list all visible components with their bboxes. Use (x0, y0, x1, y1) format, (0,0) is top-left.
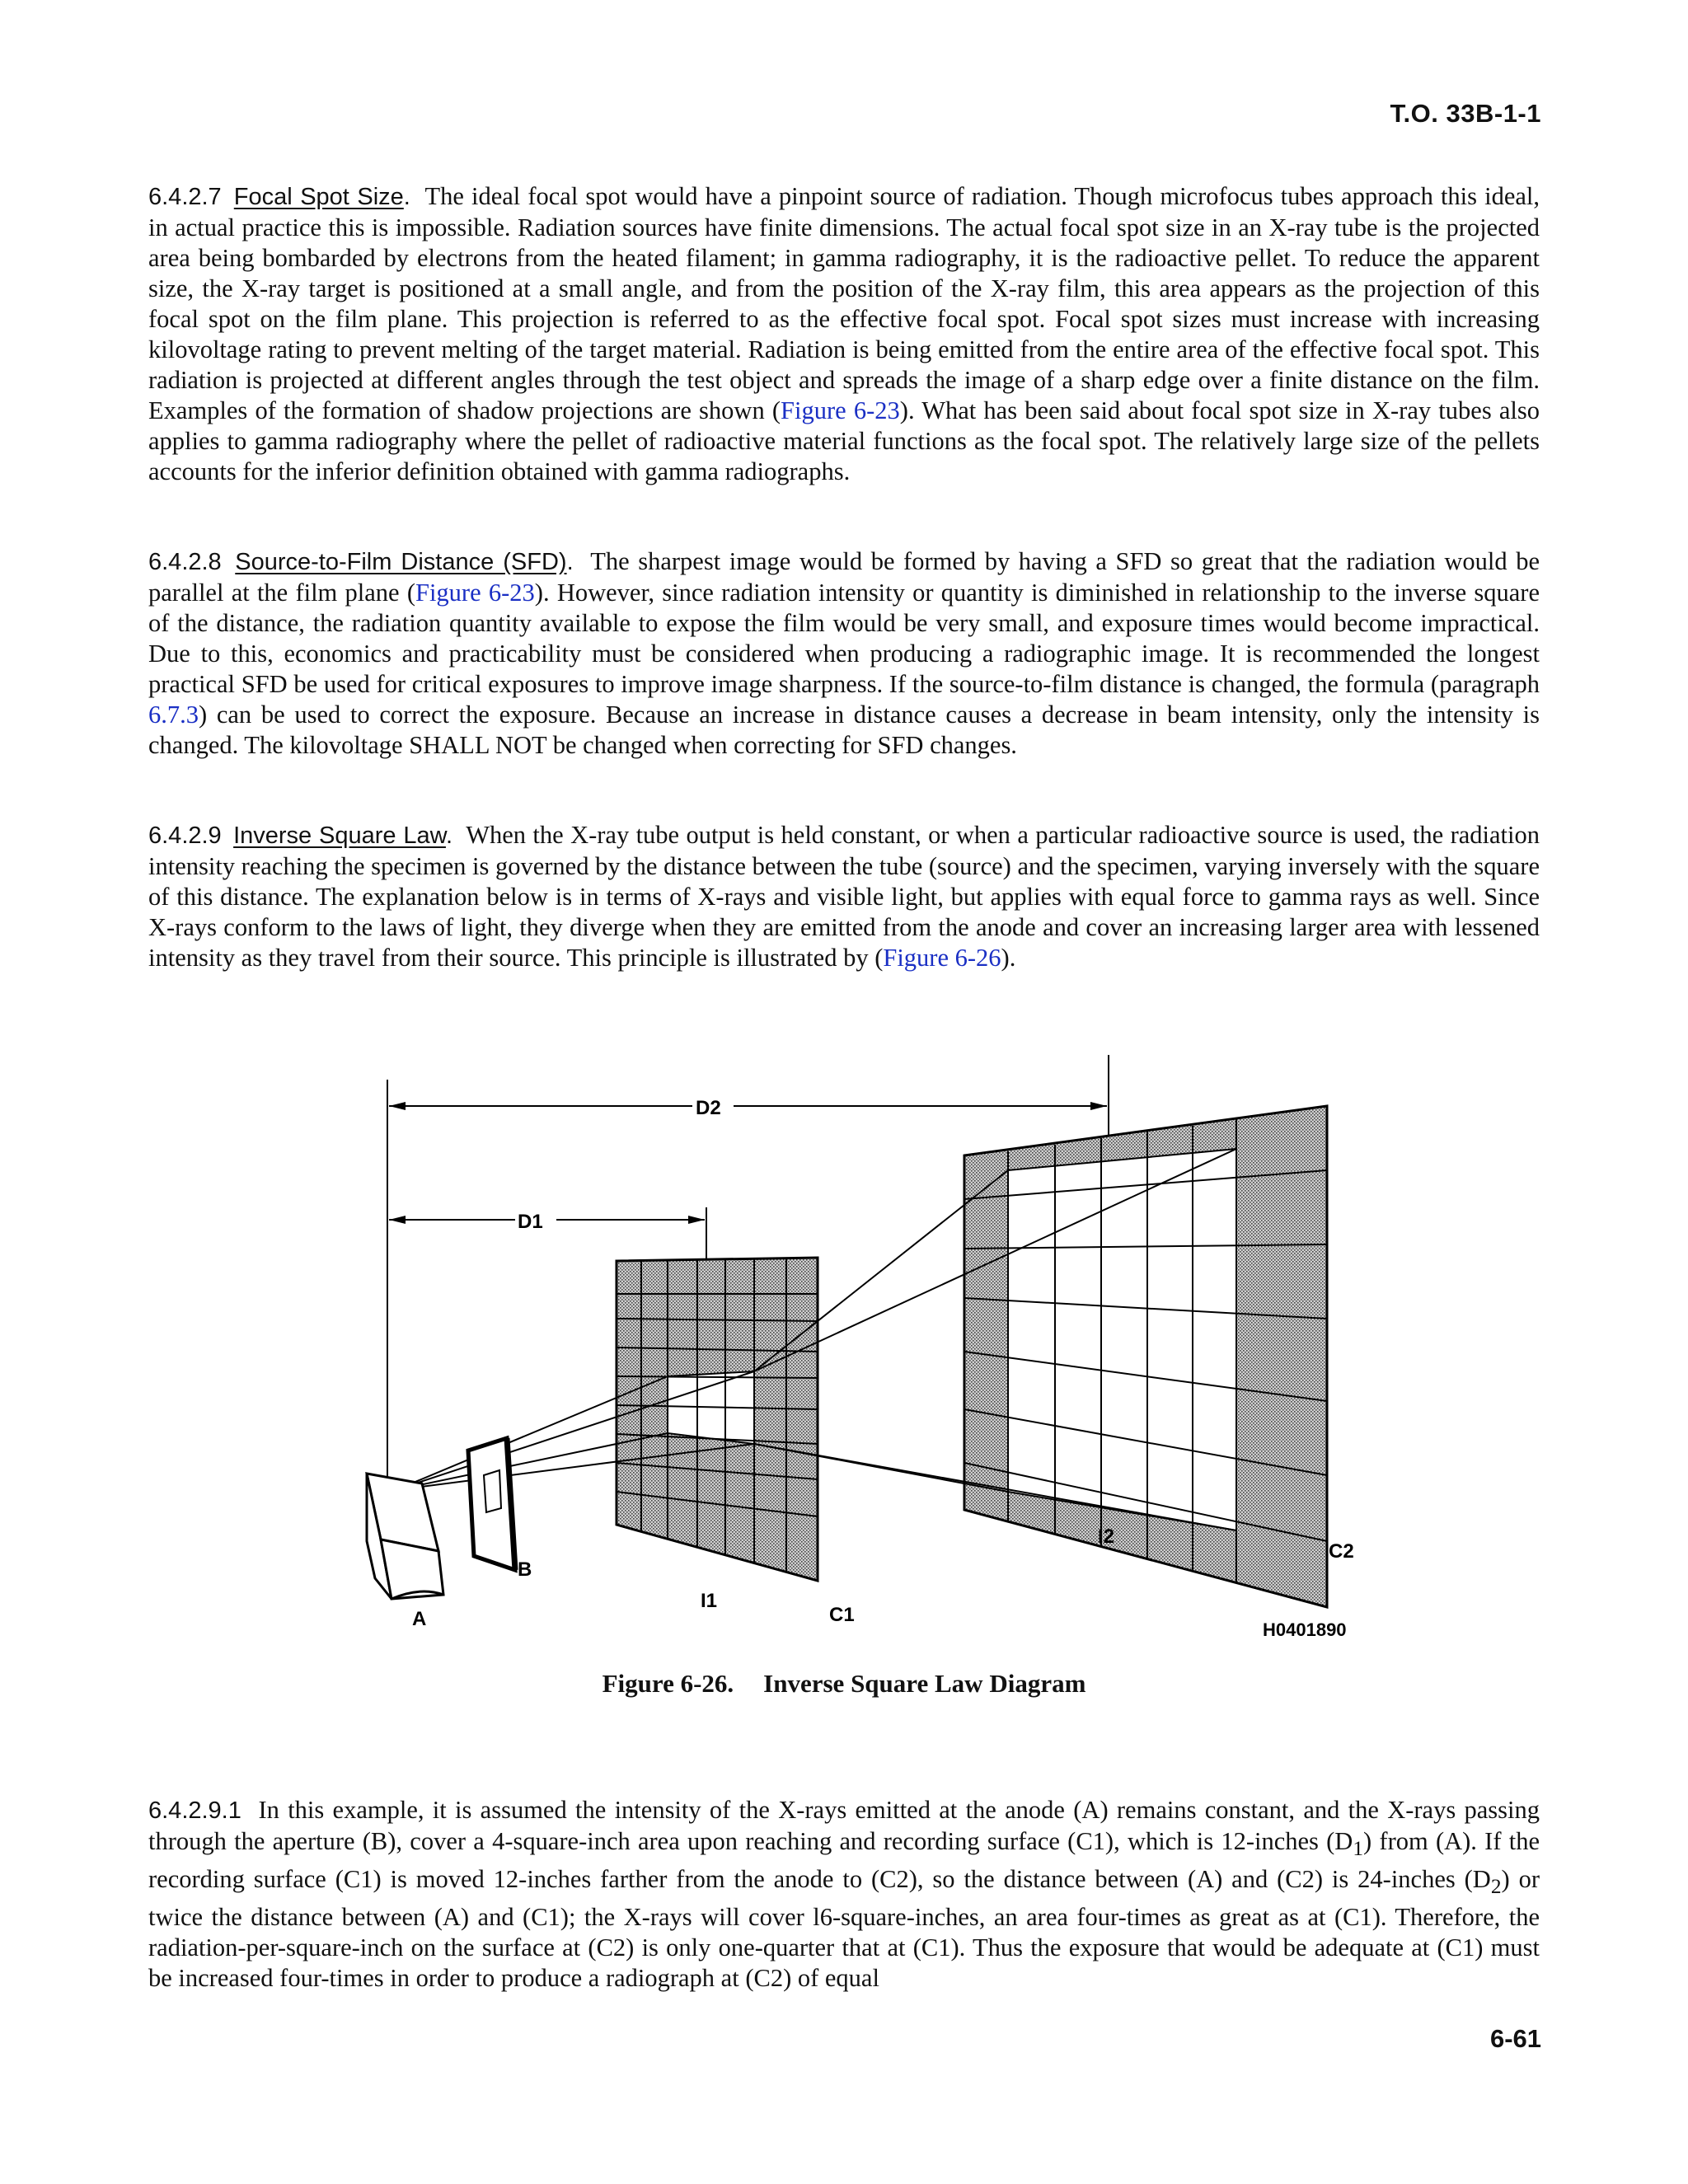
paragraph-text: ) from (A). If the recording surface (C1) is moved 12-inches farther from the anode to (C2), so the distance between (A) and (C2) is 24-inches (D (148, 1827, 1540, 1894)
document-id: T.O. 33B-1-1 (1390, 99, 1541, 128)
paragraph-text: ). However, since radiation intensity or quantity is diminished in relationship to the inverse square of the distance, the radiation quantity available to expose the film would be very small, and exposure times would become impractical. Due to this, economics and practicability must be considered when producing a radiographic image. It is recommended the longest practical SFD be used for critical exposures to improve image sharpness. If the source-to-film distance is changed, the formula (paragraph (148, 579, 1540, 698)
section-title-period: . (403, 184, 410, 210)
section-title-period: . (566, 549, 574, 575)
paragraph-text: ). What has been said about focal spot size in X-ray tubes also applies to gamma radiography where the pellet of radioactive material functions as the focal spot. The relatively large size of the pellets accounts for the inferior definition obtained with gamma radiographs. (148, 396, 1540, 485)
anode-a (367, 1474, 443, 1599)
label-d1: D1 (518, 1211, 543, 1233)
label-i2: I2 (1098, 1526, 1115, 1548)
section-number: 6.4.2.9.1 (148, 1797, 241, 1824)
section-title: Focal Spot Size (233, 184, 404, 210)
section-number: 6.4.2.7 (148, 184, 222, 210)
figure-link[interactable]: Figure 6-23 (415, 579, 535, 607)
label-a: A (412, 1608, 427, 1630)
d1-arrow-right (688, 1216, 705, 1224)
paragraph-text: ) or twice the distance between (A) and (C1); the X-rays will cover l6-square-inches, an area four-times as great as at (C1). Therefore, the radiation-per-square-inch on the surface at (C2) is only one-quarter that at (C1). Thus the exposure that would be adequate at (C1) must be increased four-times in order to produce a radiograph at (C2) of equal (148, 1865, 1540, 1993)
aperture-b (468, 1438, 515, 1570)
paragraph-text: ) can be used to correct the exposure. Because an increase in distance causes a decrease in beam intensity, only the intensity is changed. The kilovoltage SHALL NOT be changed when correcting for SFD changes. (148, 701, 1540, 759)
subscript: 1 (1353, 1837, 1364, 1861)
d2-arrow-left (389, 1102, 406, 1110)
figure-code: H0401890 (1263, 1619, 1347, 1640)
figure-link[interactable]: Figure 6-23 (781, 396, 900, 424)
d2-arrow-right (1090, 1102, 1107, 1110)
section-title: Source-to-Film Distance (SFD) (235, 549, 567, 575)
section-title: Inverse Square Law (233, 823, 446, 849)
paragraph-inverse-square-law (148, 820, 1540, 973)
subscript: 2 (1490, 1875, 1502, 1899)
paragraph-link[interactable]: 6.7.3 (148, 701, 199, 729)
section-number: 6.4.2.8 (148, 549, 222, 575)
paragraph-source-to-film-distance (148, 546, 1540, 761)
figure-caption-title: Inverse Square Law Diagram (763, 1669, 1086, 1698)
paragraph-text: ). (1001, 944, 1016, 972)
paragraph-text: The ideal focal spot would have a pinpoint source of radiation. Though microfocus tubes approach this ideal, in actual practice this is impossible. Radiation sources have finite dimensions. The actual focal spot size in an X-ray tube is the projected area being bombarded by electrons from the heated filament; in gamma radiography, it is the radioactive pellet. To reduce the apparent size, the X-ray target is positioned at a small angle, and from the position of the X-ray film, this area appears as the projection of this focal spot on the film plane. This projection is referred to as the effective focal spot. Focal spot sizes must increase with increasing kilovoltage rating to prevent melting of the target material. Radiation is being emitted from the entire area of the effective focal spot. This radiation is projected at different angles through the test object and spreads the image of a sharp edge over a finite distance on the film. Examples of the formation of shadow projections are shown ( (148, 182, 1540, 424)
figure-caption-number: Figure 6-26. (602, 1669, 734, 1698)
figure-link[interactable]: Figure 6-26 (883, 944, 1001, 972)
screen-c1 (617, 1258, 818, 1581)
dimension-d1 (389, 1207, 706, 1261)
label-c2: C2 (1329, 1540, 1354, 1563)
figure-caption (0, 1669, 1688, 1699)
paragraph-text: In this example, it is assumed the intensity of the X-rays emitted at the anode (A) remains constant, and the X-rays passing through the aperture (B), cover a 4-square-inch area upon reaching and recording surface (C1), which is 12-inches (D (148, 1796, 1540, 1855)
label-i1: I1 (701, 1590, 718, 1612)
section-number: 6.4.2.9 (148, 823, 222, 849)
section-title-period: . (445, 823, 452, 849)
label-b: B (518, 1558, 532, 1581)
label-d2: D2 (696, 1097, 721, 1119)
paragraph-focal-spot-size (148, 181, 1540, 487)
label-c1: C1 (829, 1604, 855, 1626)
paragraph-text: When the X-ray tube output is held constant, or when a particular radioactive source is used, the radiation intensity reaching the specimen is governed by the distance between the tube (source) and the specimen, varying inversely with the square of this distance. The explanation below is in terms of X-rays and visible light, but applies with equal force to gamma rays as well. Since X-rays conform to the laws of light, they diverge when they are emitted from the anode and cover an increasing larger area with lessened intensity as they travel from their source. This principle is illustrated by ( (148, 821, 1540, 972)
screen-c2 (964, 1106, 1327, 1607)
paragraph-text: The sharpest image would be formed by having a SFD so great that the radiation would be parallel at the film plane ( (148, 547, 1540, 607)
d1-arrow-left (389, 1216, 406, 1224)
paragraph-inverse-square-example (148, 1795, 1540, 1994)
inverse-square-law-diagram (330, 1047, 1368, 1648)
page-number: 6-61 (1489, 2024, 1541, 2053)
